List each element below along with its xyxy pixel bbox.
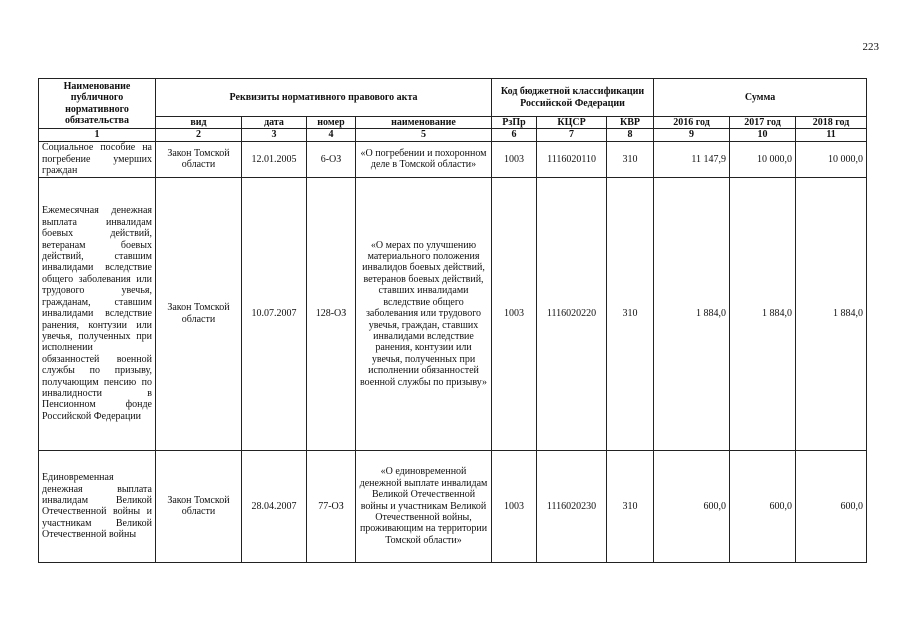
- act-title: «О единовременной денежной выплате инвалидам Великой Отечественной войны и участникам Великой Отечественной войны, проживающим на территории Томской области»: [356, 450, 492, 562]
- act-title: «О погребении и похоронном деле в Томской области»: [356, 141, 492, 177]
- index-cell: 2: [156, 129, 242, 141]
- index-cell: 9: [654, 129, 730, 141]
- obligation-name: Единовременная денежная выплата инвалидам Великой Отечественной войны и участникам Великой Отечественной войны: [39, 450, 156, 562]
- header-title: наименование: [356, 117, 492, 129]
- sum-2018: 10 000,0: [796, 141, 867, 177]
- act-type: Закон Томской области: [156, 450, 242, 562]
- act-number: 6-ОЗ: [307, 141, 356, 177]
- header-sum: Сумма: [654, 79, 867, 117]
- kcsr-code: 1116020110: [537, 141, 607, 177]
- table-row: [39, 141, 867, 177]
- page-number: 223: [862, 41, 879, 53]
- header-number: номер: [307, 117, 356, 129]
- obligations-table: [38, 78, 867, 563]
- table-row: [39, 450, 867, 562]
- sum-2018: 600,0: [796, 450, 867, 562]
- kcsr-code: 1116020230: [537, 450, 607, 562]
- header-2016: 2016 год: [654, 117, 730, 129]
- sum-2016: 1 884,0: [654, 177, 730, 450]
- index-cell: 11: [796, 129, 867, 141]
- act-number: 128-ОЗ: [307, 177, 356, 450]
- index-cell: 3: [242, 129, 307, 141]
- index-cell: 1: [39, 129, 156, 141]
- table-row: [39, 177, 867, 450]
- header-date: дата: [242, 117, 307, 129]
- header-name: Наименование публичного нормативного обязательства: [39, 79, 156, 129]
- header-budget-code: Код бюджетной классификации Российской Федерации: [492, 79, 654, 117]
- act-type: Закон Томской области: [156, 141, 242, 177]
- header-kcsr: КЦСР: [537, 117, 607, 129]
- rzpr-code: 1003: [492, 177, 537, 450]
- act-date: 12.01.2005: [242, 141, 307, 177]
- sum-2017: 1 884,0: [730, 177, 796, 450]
- sum-2017: 10 000,0: [730, 141, 796, 177]
- sum-2016: 600,0: [654, 450, 730, 562]
- index-cell: 5: [356, 129, 492, 141]
- obligation-name: Социальное пособие на погребение умерших граждан: [39, 141, 156, 177]
- header-rzpr: РзПр: [492, 117, 537, 129]
- sum-2016: 11 147,9: [654, 141, 730, 177]
- kvr-code: 310: [607, 450, 654, 562]
- header-requisites: Реквизиты нормативного правового акта: [156, 79, 492, 117]
- kvr-code: 310: [607, 177, 654, 450]
- sum-2017: 600,0: [730, 450, 796, 562]
- sum-2018: 1 884,0: [796, 177, 867, 450]
- header-row-sub: [39, 117, 867, 129]
- kcsr-code: 1116020220: [537, 177, 607, 450]
- header-index-row: [39, 129, 867, 141]
- act-title: «О мерах по улучшению материального положения инвалидов боевых действий, ветеранов боевых действий, ставших инвалидами вследствие общего заболевания или трудового увечья, граждан, ставших инвалидами вследствие ранения, контузии или увечья, полученных при исполнении обязанностей военной службы по призыву»: [356, 177, 492, 450]
- index-cell: 6: [492, 129, 537, 141]
- index-cell: 7: [537, 129, 607, 141]
- act-number: 77-ОЗ: [307, 450, 356, 562]
- obligation-name: Ежемесячная денежная выплата инвалидам боевых действий, ветеранам боевых действий, ставшим инвалидами вследствие общего заболевания или трудового увечья, гражданам, ставшим инвалидами вследствие ранения, контузии или увечья, полученных при исполнении обязанностей военной службы по призыву, получающим пенсию по инвалидности в Пенсионном фонде Российской Федерации: [39, 177, 156, 450]
- index-cell: 10: [730, 129, 796, 141]
- rzpr-code: 1003: [492, 450, 537, 562]
- index-cell: 8: [607, 129, 654, 141]
- act-date: 10.07.2007: [242, 177, 307, 450]
- header-row-main: [39, 79, 867, 117]
- act-type: Закон Томской области: [156, 177, 242, 450]
- header-type: вид: [156, 117, 242, 129]
- header-kvr: КВР: [607, 117, 654, 129]
- rzpr-code: 1003: [492, 141, 537, 177]
- header-2017: 2017 год: [730, 117, 796, 129]
- header-2018: 2018 год: [796, 117, 867, 129]
- kvr-code: 310: [607, 141, 654, 177]
- index-cell: 4: [307, 129, 356, 141]
- act-date: 28.04.2007: [242, 450, 307, 562]
